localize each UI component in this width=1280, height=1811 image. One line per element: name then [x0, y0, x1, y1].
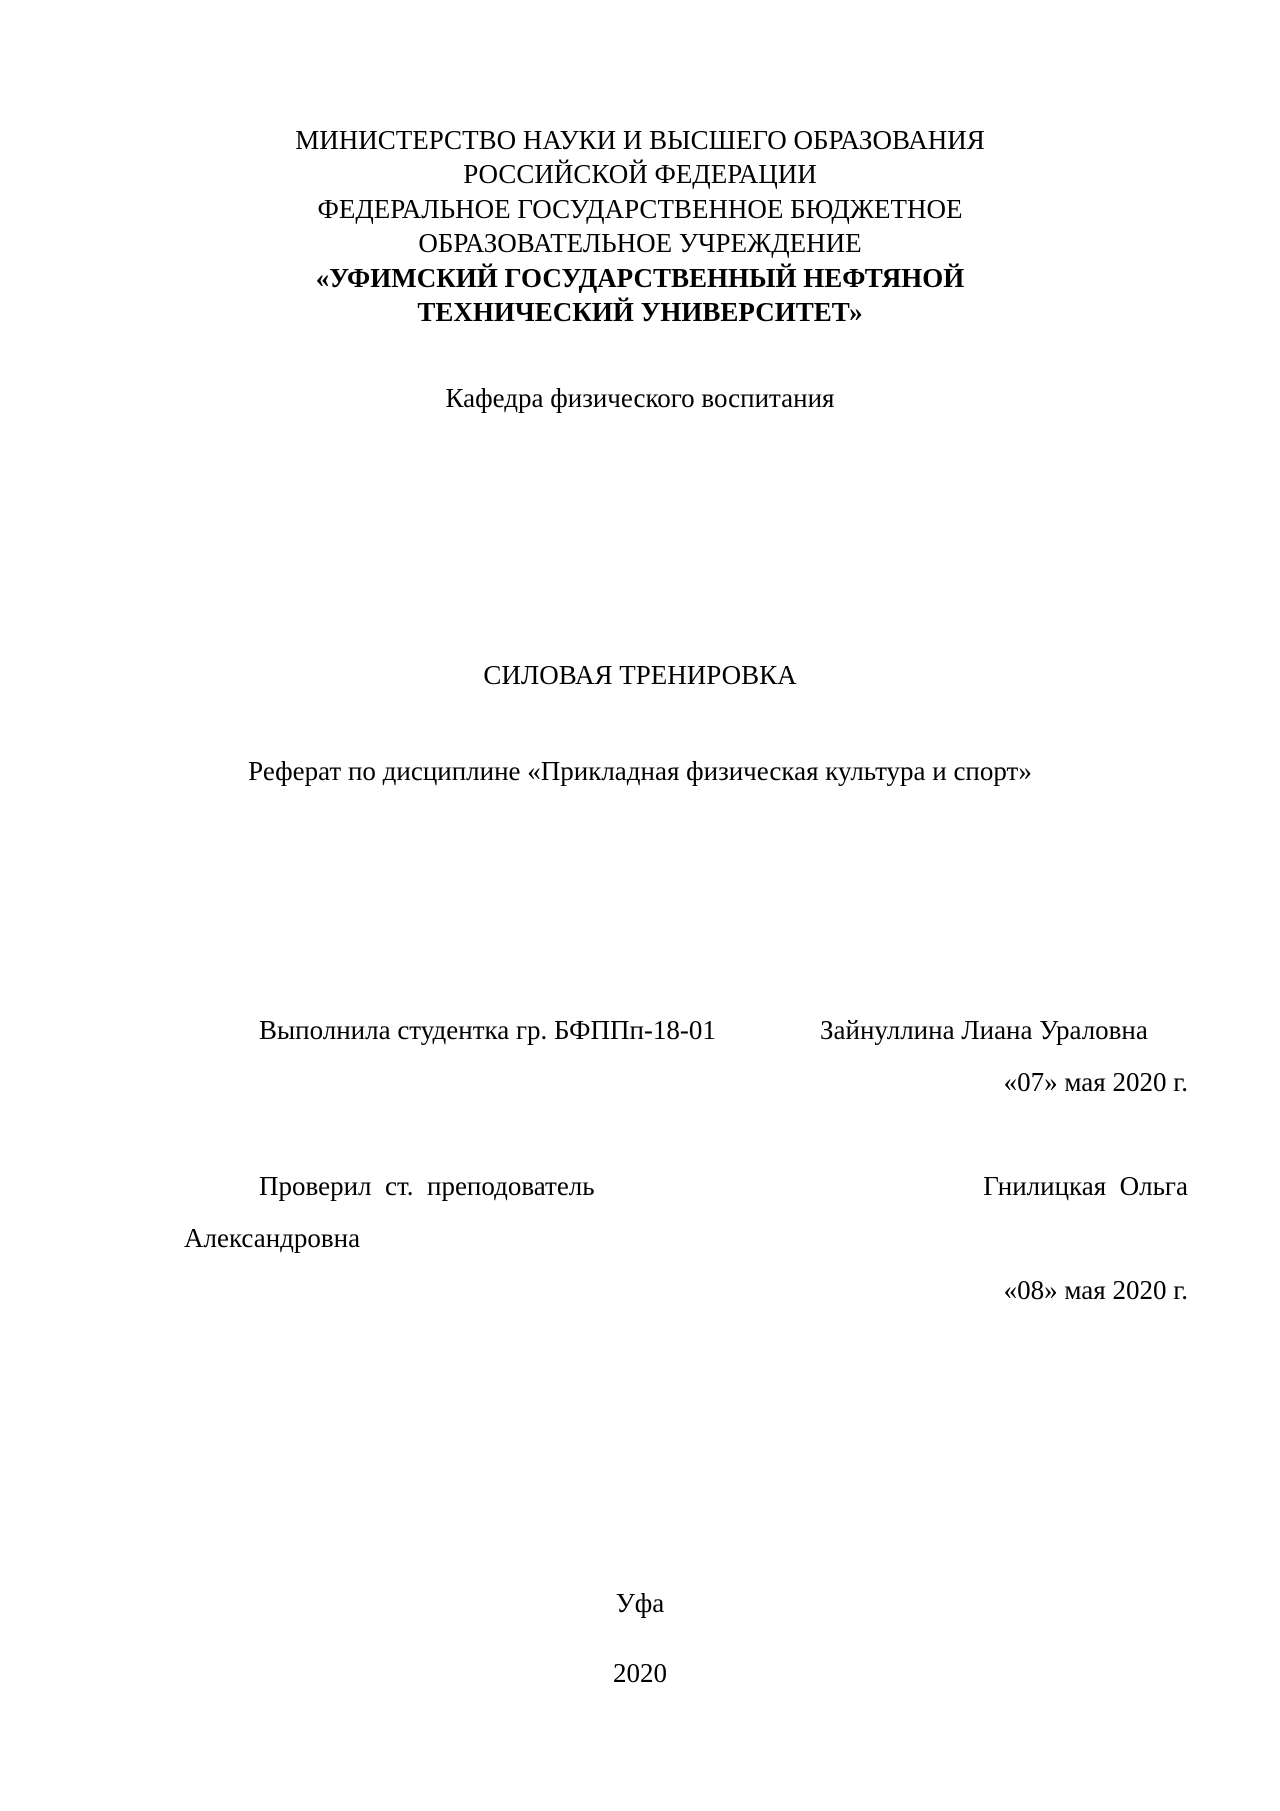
institution-line-1: ФЕДЕРАЛЬНОЕ ГОСУДАРСТВЕННОЕ БЮДЖЕТНОЕ	[317, 194, 963, 224]
city: Уфа	[615, 1588, 665, 1618]
document-subtitle: Реферат по дисциплине «Прикладная физическая культура и спорт»	[248, 756, 1032, 786]
institution-line-2: ОБРАЗОВАТЕЛЬНОЕ УЧРЕЖДЕНИЕ	[418, 228, 862, 258]
reviewer-role: Проверил ст. преподователь	[259, 1171, 595, 1201]
reviewer-name-continued: Александровна	[184, 1223, 361, 1253]
reviewer-date: «08» мая 2020 г.	[1003, 1275, 1188, 1305]
university-name-line-2: ТЕХНИЧЕСКИЙ УНИВЕРСИТЕТ»	[417, 297, 863, 327]
ministry-line-1: МИНИСТЕРСТВО НАУКИ И ВЫСШЕГО ОБРАЗОВАНИЯ	[295, 125, 985, 155]
university-name-line-1: «УФИМСКИЙ ГОСУДАРСТВЕННЫЙ НЕФТЯНОЙ	[315, 263, 965, 293]
author-name: Зайнуллина Лиана Ураловна	[820, 1015, 1148, 1045]
author-role: Выполнила студентка гр. БФППп-18-01	[259, 1015, 716, 1045]
department-name: Кафедра физического воспитания	[445, 383, 835, 413]
reviewer-name: Гнилицкая Ольга	[983, 1171, 1188, 1201]
author-date: «07» мая 2020 г.	[1003, 1067, 1188, 1097]
ministry-line-2: РОССИЙСКОЙ ФЕДЕРАЦИИ	[463, 159, 817, 189]
year: 2020	[613, 1658, 667, 1688]
document-title: СИЛОВАЯ ТРЕНИРОВКА	[483, 660, 797, 690]
